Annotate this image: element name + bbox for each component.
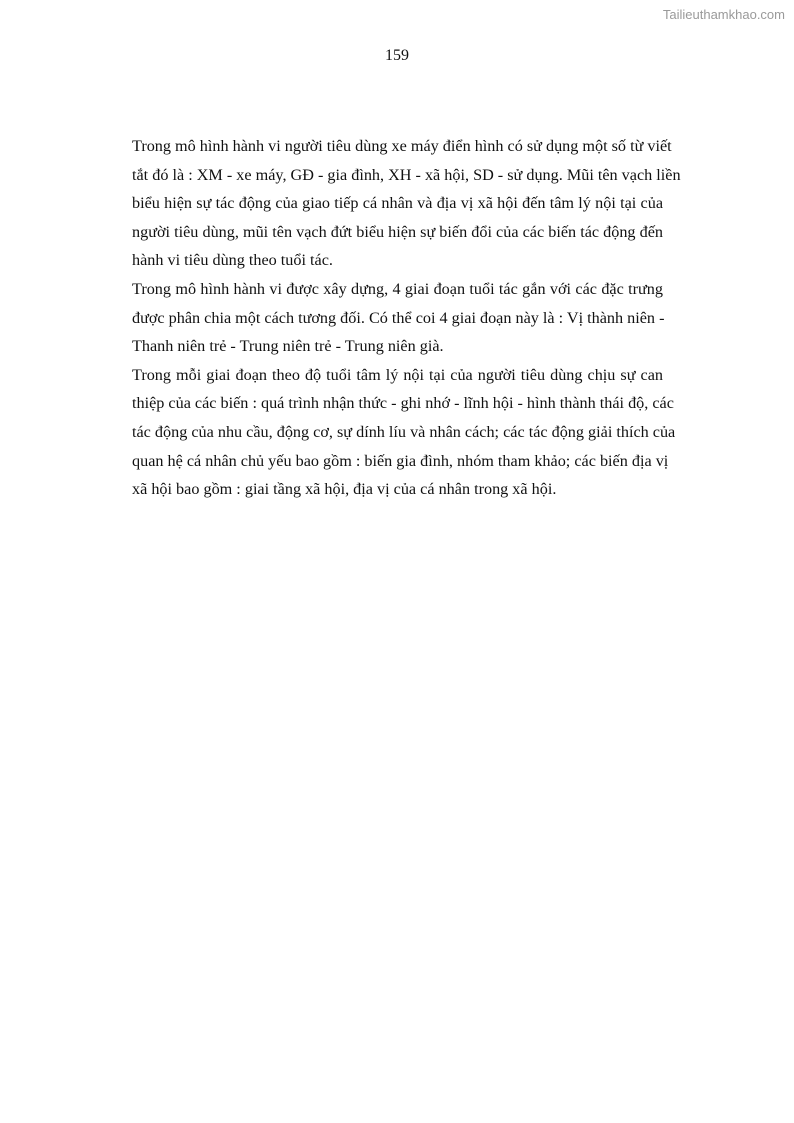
text-line: Trong mỗi giai đoạn theo độ tuổi tâm lý nội tại của người tiêu dùng chịu sự can	[132, 365, 663, 384]
text-line: tắt đó là : XM - xe máy, GĐ - gia đình, XH - xã hội, SD - sử dụng. Mũi tên vạch liền	[132, 165, 681, 184]
watermark: Tailieuthamkhao.com	[662, 7, 785, 22]
page-number: 159	[385, 47, 409, 64]
text-line: tác động của nhu cầu, động cơ, sự dính líu và nhân cách; các tác động giải thích của	[132, 422, 676, 441]
text-line: Trong mô hình hành vi người tiêu dùng xe máy điển hình có sử dụng một số từ viết	[132, 137, 672, 155]
text-line: quan hệ cá nhân chủ yếu bao gồm : biến gia đình, nhóm tham khảo; các biến địa vị	[132, 451, 669, 470]
paragraph-2	[132, 275, 663, 361]
document-body	[132, 132, 681, 504]
text-line: Trong mô hình hành vi được xây dựng, 4 giai đoạn tuổi tác gắn với các đặc trưng	[132, 279, 663, 298]
text-line: thiệp của các biến : quá trình nhận thức - ghi nhớ - lĩnh hội - hình thành thái độ, các	[132, 394, 674, 413]
text-line: biểu hiện sự tác động của giao tiếp cá nhân và địa vị xã hội đến tâm lý nội tại của	[132, 194, 663, 213]
text-line: xã hội bao gồm : giai tầng xã hội, địa vị của cá nhân trong xã hội.	[132, 480, 557, 499]
text-line: được phân chia một cách tương đối. Có thể coi 4 giai đoạn này là : Vị thành niên -	[132, 308, 665, 327]
text-line: Thanh niên trẻ - Trung niên trẻ - Trung niên già.	[132, 337, 444, 356]
paragraph-1	[132, 132, 681, 275]
text-line: hành vi tiêu dùng theo tuổi tác.	[132, 251, 333, 270]
paragraph-3	[132, 361, 676, 504]
text-line: người tiêu dùng, mũi tên vạch đứt biểu hiện sự biến đổi của các biến tác động đến	[132, 222, 663, 241]
